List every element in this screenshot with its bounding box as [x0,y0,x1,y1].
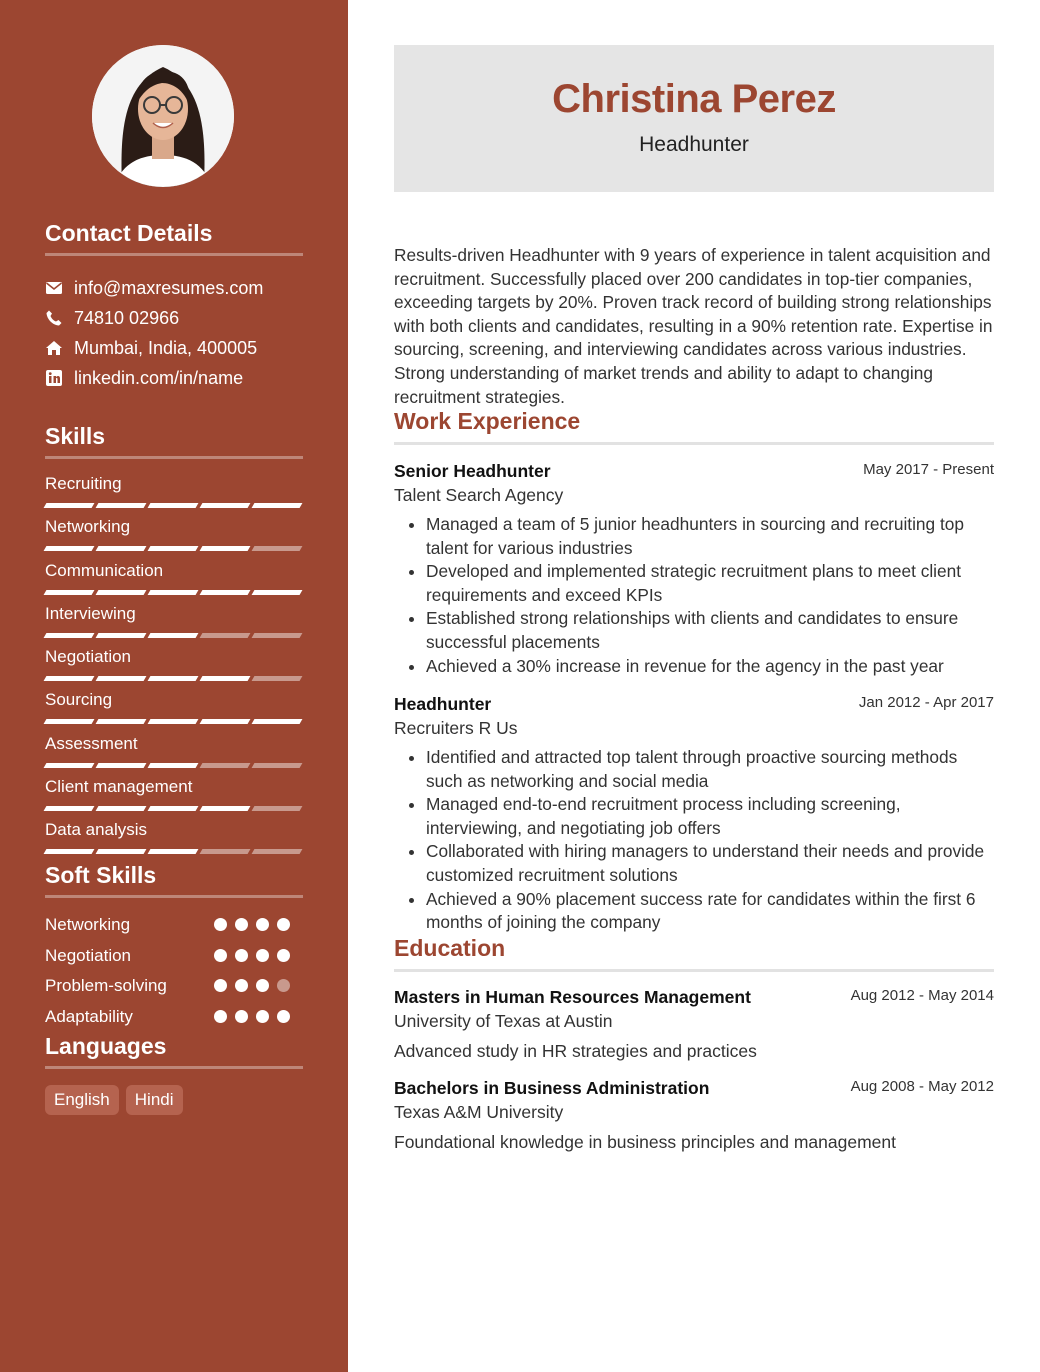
job-dates: May 2017 - Present [863,461,994,478]
contact-phone[interactable] [45,303,325,333]
skill-name: Interviewing [45,603,136,623]
skill-level-segment [148,763,199,768]
skill-level-bar [45,763,305,768]
skill-level-segment [96,763,147,768]
skill-level-segment [148,719,199,724]
soft-skill-item [45,972,303,1003]
soft-skills-list [45,911,303,1033]
skill-level-segment [200,503,251,508]
job-bullet: • Identified and attracted top talent through proactive sourcing methods such as networking and social media [426,746,994,793]
skill-level-segment [44,546,95,551]
rating-dot [256,1010,269,1023]
skill-level-segment [252,503,303,508]
skill-level-bar [45,676,305,681]
language-tag: Hindi [126,1085,183,1115]
job-bullet: • Collaborated with hiring managers to understand their needs and provide customized recruitment solutions [426,840,994,887]
job-title: Senior Headhunter [394,461,551,481]
soft-skill-item [45,1003,303,1034]
skill-name: Client management [45,777,193,797]
skill-level-segment [44,719,95,724]
rating-dot [214,1010,227,1023]
skill-item [45,688,303,731]
skill-level-segment [96,806,147,811]
rating-dot [277,1010,290,1023]
skill-level-segment [96,719,147,724]
skill-level-segment [200,676,251,681]
contact-linkedin[interactable] [45,363,325,393]
skill-name: Negotiation [45,647,132,667]
company-name: Talent Search Agency [394,485,564,505]
job-bullets [394,746,994,935]
summary-text: Results-driven Headhunter with 9 years of experience in talent acquisition and recruitment. Successfully placed over 200 candidates in top-tier companies, exceeding targets by 20%. Proven track record of building strong relationships with both clients and candidates, resulting in a 90% retention rate. Expertise in sourcing, screening, and interviewing candidates across various industries. Strong understanding of market trends and ability to adapt to changing recruitment strategies. [394,245,993,407]
skill-level-segment [252,763,303,768]
education-entry [394,987,994,1062]
skill-level-segment [44,590,95,595]
skill-level-segment [96,503,147,508]
skill-level-segment [44,763,95,768]
skill-item [45,775,303,818]
skill-level-segment [252,719,303,724]
skill-level-segment [96,590,147,595]
skill-level-segment [148,806,199,811]
education-description: Advanced study in HR strategies and practices [394,1041,757,1061]
skill-name: Recruiting [45,474,122,493]
job-bullet: • Achieved a 90% placement success rate for candidates within the first 6 months of joining the company [426,888,994,935]
person-name: Christina Perez [552,77,836,121]
contact-email[interactable] [45,273,325,303]
skill-item [45,602,303,645]
skill-level-segment [200,849,251,854]
skill-level-segment [148,503,199,508]
language-tag: English [45,1085,119,1115]
skill-item [45,645,303,688]
soft-skills-heading: Soft Skills [45,862,303,898]
skill-level-segment [252,546,303,551]
skill-level-segment [96,633,147,638]
skill-level-segment [96,676,147,681]
skill-level-bar [45,633,305,638]
skill-level-segment [200,633,251,638]
skill-name: Networking [45,517,131,537]
degree-name: Masters in Human Resources Management [394,987,751,1007]
skill-level-segment [252,590,303,595]
skill-level-segment [148,546,199,551]
skill-level-segment [44,503,95,508]
soft-skill-name: Problem-solving [45,976,167,995]
skill-item [45,515,303,558]
rating-dot [235,979,248,992]
soft-skill-name: Networking [45,915,131,934]
skill-level-segment [44,806,95,811]
skill-name: Assessment [45,733,138,753]
skill-level-bar [45,503,305,508]
name-header [394,45,994,192]
rating-dot [277,918,290,931]
skills-list [45,472,303,862]
skill-item [45,732,303,775]
skill-level-bar [45,546,305,551]
contact-address [45,333,325,363]
school-name: University of Texas at Austin [394,1011,613,1031]
rating-dot [277,979,290,992]
job-dates: Jan 2012 - Apr 2017 [858,694,994,711]
rating-dot [235,949,248,962]
education-description: Foundational knowledge in business principles and management [394,1132,896,1152]
skill-item [45,818,303,861]
profile-photo [92,45,234,187]
skill-level-segment [96,849,147,854]
job-bullet: • Achieved a 30% increase in revenue for the agency in the past year [426,655,994,679]
skill-level-segment [252,633,303,638]
languages-heading: Languages [45,1033,303,1069]
rating-dot [277,949,290,962]
linkedin-icon [45,369,63,387]
school-name: Texas A&M University [394,1102,564,1122]
education-entry [394,1078,994,1153]
rating-dot [256,979,269,992]
rating-dot [256,918,269,931]
job-entry [394,461,994,678]
skill-level-segment [252,849,303,854]
skill-name: Sourcing [45,690,113,710]
skill-level-bar [45,849,305,854]
education-dates: Aug 2008 - May 2012 [850,1078,994,1095]
soft-skill-rating [214,949,298,962]
rating-dot [235,918,248,931]
skill-level-segment [200,806,251,811]
skill-level-bar [45,719,305,724]
contact-address-text: Mumbai, India, 400005 [74,337,258,358]
soft-skill-name: Negotiation [45,945,132,965]
rating-dot [235,1010,248,1023]
skill-level-segment [148,849,199,854]
skill-level-segment [44,633,95,638]
skill-level-segment [200,763,251,768]
skill-level-segment [148,676,199,681]
home-icon [45,339,63,357]
degree-name: Bachelors in Business Administration [394,1078,710,1098]
job-title: Headhunter [394,694,492,714]
rating-dot [256,949,269,962]
job-bullet: • Managed end-to-end recruitment process including screening, interviewing, and negotiating job offers [426,793,994,840]
job-entry [394,694,994,935]
education-heading: Education [394,935,994,972]
company-name: Recruiters R Us [394,718,518,738]
contact-list [45,273,325,393]
skill-level-segment [148,633,199,638]
skill-level-segment [44,849,95,854]
contact-phone-text: 74810 02966 [74,307,180,328]
languages-list [45,1085,190,1115]
soft-skill-rating [214,979,298,992]
job-bullets [394,513,994,678]
work-experience-heading: Work Experience [394,408,994,445]
rating-dot [214,949,227,962]
email-icon [45,279,63,297]
rating-dot [214,918,227,931]
contact-email-text: info@maxresumes.com [74,277,264,298]
soft-skill-item [45,942,303,973]
skill-name: Data analysis [45,820,148,840]
skill-level-segment [252,676,303,681]
contact-linkedin-text: linkedin.com/in/name [74,367,244,388]
education-dates: Aug 2012 - May 2014 [850,987,994,1004]
phone-icon [45,309,63,327]
skills-heading: Skills [45,423,303,459]
skill-level-bar [45,806,305,811]
skill-level-segment [44,676,95,681]
skill-level-segment [200,590,251,595]
skill-item [45,472,303,515]
rating-dot [214,979,227,992]
skill-level-segment [200,546,251,551]
skill-level-segment [96,546,147,551]
soft-skill-rating [214,1010,298,1023]
sidebar [0,0,348,1372]
job-bullet: • Established strong relationships with clients and candidates to ensure successful placements [426,607,994,654]
skill-name: Communication [45,560,164,580]
skill-level-segment [148,590,199,595]
soft-skill-rating [214,918,298,931]
soft-skill-item [45,911,303,942]
skill-level-segment [200,719,251,724]
skill-level-segment [252,806,303,811]
contact-heading: Contact Details [45,220,303,256]
job-bullet: • Developed and implemented strategic recruitment plans to meet client requirements and exceed KPIs [426,560,994,607]
job-title: Headhunter [639,133,749,156]
soft-skill-name: Adaptability [45,1006,133,1026]
skill-level-bar [45,590,305,595]
skill-item [45,559,303,602]
job-bullet: • Managed a team of 5 junior headhunters in sourcing and recruiting top talent for various industries [426,513,994,560]
